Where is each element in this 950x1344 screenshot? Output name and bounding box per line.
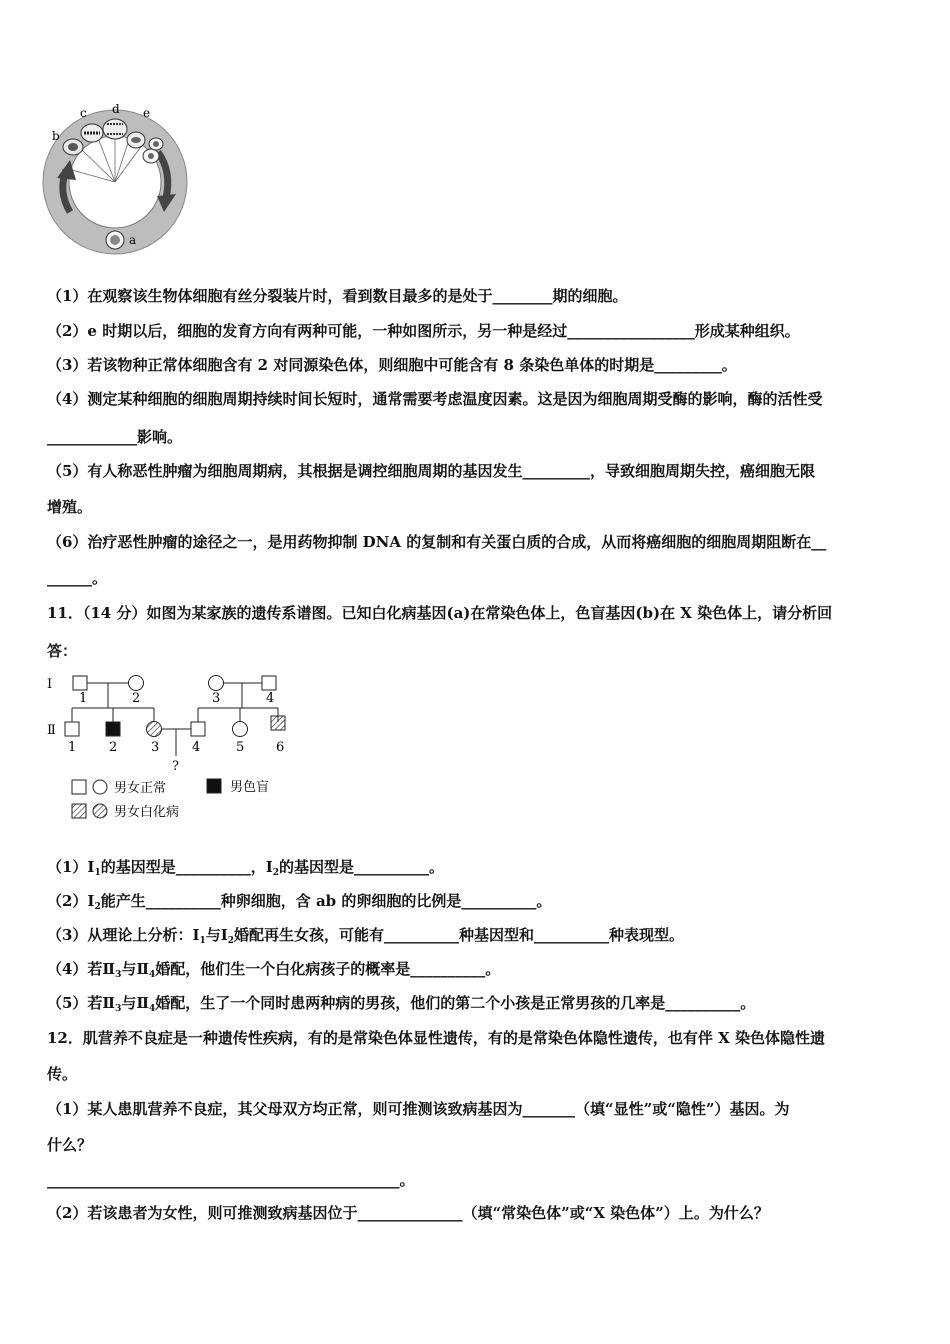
generation-i-label: Ⅰ (47, 677, 53, 692)
label-d: d (112, 102, 120, 116)
q11-item-2: $(2)Ⅰ_2$能产生__________种卵细胞，含 ab 的卵细胞的比例是__________。 (47, 892, 552, 912)
q10-item-5: （5）有人称恶性肿瘤为细胞周期病，其根据是调控细胞周期的基因发生_________，导致细胞周期失控，癌细胞无限 (47, 462, 815, 480)
legend-normal-label: 男女正常 (114, 781, 167, 796)
i1-number: 1 (79, 691, 88, 706)
ii5-number: 5 (236, 740, 245, 755)
ii4-normal-male (191, 722, 205, 736)
legend-albino-label: 男女白化病 (114, 805, 180, 820)
pedigree-chart (44, 666, 304, 826)
ii5-normal-female (233, 722, 248, 737)
generation-ii-label: Ⅱ (47, 723, 56, 738)
q10-item-1: （1）在观察该生物体细胞有丝分裂装片时，看到数目最多的是处于________期的细胞。 (47, 287, 628, 305)
offspring-unknown: ? (172, 759, 179, 774)
q12-item-2: （2）若该患者为女性，则可推测致病基因位于______________（填“常染色体”或“X 染色体”）上。为什么？ (47, 1204, 769, 1222)
cell-b (63, 139, 83, 155)
q11-item-5: （5）若$Ⅱ_3$与$Ⅱ_4$婚配，生了一个同时患两种病的男孩，他们的第二个小孩是正常男孩的几率是__________。 (47, 994, 756, 1014)
i1-normal-male (73, 676, 87, 690)
legend-normal-female-icon (93, 780, 107, 794)
i4-number: 4 (266, 691, 275, 706)
cell-d (103, 119, 127, 139)
q11-title-cont: 答： (47, 642, 78, 660)
q12-answer-blank: _______________________________________________。 (47, 1171, 415, 1189)
q10-item-4: （4）测定某种细胞的细胞周期持续时间长短时，通常需要考虑温度因素。这是因为细胞周期受酶的影响，酶的活性受 (47, 390, 823, 408)
q12-item-1-cont: 什么？ (47, 1136, 93, 1154)
i2-normal-female (129, 676, 144, 691)
i3-number: 3 (212, 691, 221, 706)
ii4-number: 4 (192, 740, 201, 755)
ii2-number: 2 (109, 740, 118, 755)
legend-albino-male-icon (72, 804, 86, 818)
cell-a (106, 231, 124, 249)
ii6-albino-male (271, 716, 285, 730)
legend-normal-male-icon (72, 780, 86, 794)
ii1-number: 1 (68, 740, 77, 755)
q10-item-3: （3）若该物种正常体细胞含有 2 对同源染色体，则细胞中可能含有 8 条染色单体的时期是_________。 (47, 356, 737, 374)
q11-title: 11．（14 分）如图为某家族的遗传系谱图。已知白化病基因(a)在常染色体上，色盲基因(b)在 X 染色体上，请分析回 (47, 604, 833, 622)
q10-item-2: （2）e 时期以后，细胞的发育方向有两种可能，一种如图所示，另一种是经过_________________形成某种组织。 (47, 322, 800, 340)
label-c: c (80, 106, 87, 120)
legend-colorblind-label: 男色盲 (230, 780, 270, 795)
cell-c (81, 124, 103, 142)
legend-albino-female-icon (93, 804, 107, 818)
label-e: e (143, 106, 151, 120)
ii6-number: 6 (276, 740, 285, 755)
ii3-number: 3 (151, 740, 160, 755)
q11-item-3: （3）从理论上分析：$Ⅰ_1$与$Ⅰ_2$婚配再生女孩，可能有__________种基因型和__________种表现型。 (47, 926, 685, 946)
q12-title-cont: 传。 (47, 1065, 78, 1083)
ii1-normal-male (65, 722, 79, 736)
legend-colorblind-icon (207, 779, 221, 793)
cell-e-upper (127, 132, 145, 148)
i3-normal-female (209, 676, 224, 691)
q10-item-4-cont: ____________影响。 (47, 428, 183, 446)
q10-item-6-cont: ______。 (47, 569, 108, 587)
i2-number: 2 (132, 691, 141, 706)
q11-item-4: （4）若$Ⅱ_3$与$Ⅱ_4$婚配，他们生一个白化病孩子的概率是__________。 (47, 960, 501, 980)
cell-cycle-figure (40, 100, 200, 260)
ii3-albino-female (147, 722, 162, 737)
label-b: b (52, 129, 60, 143)
q10-item-5-cont: 增殖。 (47, 498, 93, 516)
q12-title: 12．肌营养不良症是一种遗传性疾病，有的是常染色体显性遗传，有的是常染色体隐性遗传，也有伴 X 染色体隐性遗 (47, 1029, 825, 1047)
q12-item-1: （1）某人患肌营养不良症，其父母双方均正常，则可推测该致病基因为_______（填“显性”或“隐性”）基因。为 (47, 1100, 790, 1118)
ii2-colorblind-male (106, 722, 120, 736)
label-a: a (129, 233, 137, 247)
q11-item-1: $(1)Ⅰ_1$的基因型是__________，$Ⅰ_2$的基因型是__________。 (47, 858, 445, 878)
pedigree-lines (72, 683, 278, 756)
i4-normal-male (262, 676, 276, 690)
q10-item-6: （6）治疗恶性肿瘤的途径之一，是用药物抑制 DNA 的复制和有关蛋白质的合成，从而将癌细胞的细胞周期阻断在__ (47, 533, 827, 551)
